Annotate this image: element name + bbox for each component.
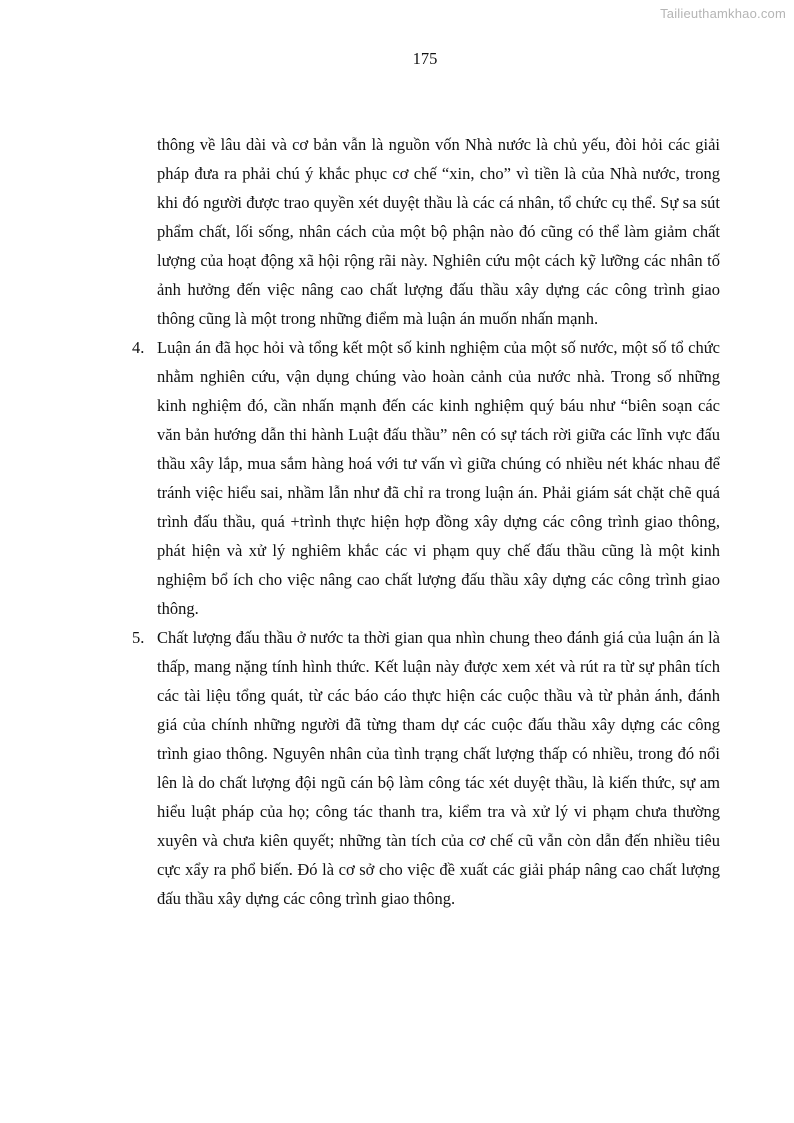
page-number: 175 [412,49,438,68]
list-item-4 [132,333,720,623]
list-item-text: Chất lượng đấu thầu ở nước ta thời gian qua nhìn chung theo đánh giá của luận án là thấp, mang nặng tính hình thức. Kết luận này được xem xét và rút ra từ sự phân tích các tài liệu tổng quát, từ các báo cáo thực hiện các cuộc thầu và từ phản ánh, đánh giá của chính những người đã từng tham dự các cuộc đấu thầu xây dựng các công trình giao thông. Nguyên nhân của tình trạng chất lượng thấp có nhiều, trong đó nổi lên là do chất lượng đội ngũ cán bộ làm công tác xét duyệt thầu, là kiến thức, sự am hiểu luật pháp của họ; công tác thanh tra, kiểm tra và xử lý vi phạm chưa thường xuyên và chưa kiên quyết; những tàn tích của cơ chế cũ vẫn còn dẫn đến nhiều tiêu cực xẩy ra phổ biến. Đó là cơ sở cho việc đề xuất các giải pháp nâng cao chất lượng đấu thầu xây dựng các công trình giao thông. [157,628,720,908]
list-item-text: Luận án đã học hỏi và tổng kết một số kinh nghiệm của một số nước, một số tổ chức nhằm nghiên cứu, vận dụng chúng vào hoàn cảnh của nước nhà. Trong số những kinh nghiệm đó, cần nhấn mạnh đến các kinh nghiệm quý báu như “biên soạn các văn bản hướng dẫn thi hành Luật đấu thầu” nên có sự tách rời giữa các lĩnh vực đấu thầu xây lắp, mua sắm hàng hoá với tư vấn vì giữa chúng có nhiều nét khác nhau để tránh việc hiểu sai, nhầm lẫn như đã chỉ ra trong luận án. Phải giám sát chặt chẽ quá trình đấu thầu, quá +trình thực hiện hợp đồng xây dựng các công trình giao thông, phát hiện và xử lý nghiêm khắc các vi phạm quy chế đấu thầu cũng là một kinh nghiệm bổ ích cho việc nâng cao chất lượng đấu thầu xây dựng các công trình giao thông. [157,338,720,618]
list-item-number: 5. [132,628,145,647]
document-body [132,130,720,913]
continuation-paragraph: thông về lâu dài và cơ bản vẫn là nguồn vốn Nhà nước là chủ yếu, đòi hỏi các giải pháp đưa ra phải chú ý khắc phục cơ chế “xin, cho” vì tiền là của Nhà nước, trong khi đó người được trao quyền xét duyệt thầu là các cá nhân, tổ chức cụ thể. Sự sa sút phẩm chất, lối sống, nhân cách của một bộ phận nào đó cũng có thể làm giảm chất lượng của hoạt động xã hội rộng rãi này. Nghiên cứu một cách kỹ lưỡng các nhân tố ảnh hưởng đến việc nâng cao chất lượng đấu thầu xây dựng các công trình giao thông cũng là một trong những điểm mà luận án muốn nhấn mạnh. [157,135,720,328]
list-item-number: 4. [132,338,145,357]
watermark: Tailieuthamkhao.com [660,6,786,21]
list-item-5 [132,623,720,913]
